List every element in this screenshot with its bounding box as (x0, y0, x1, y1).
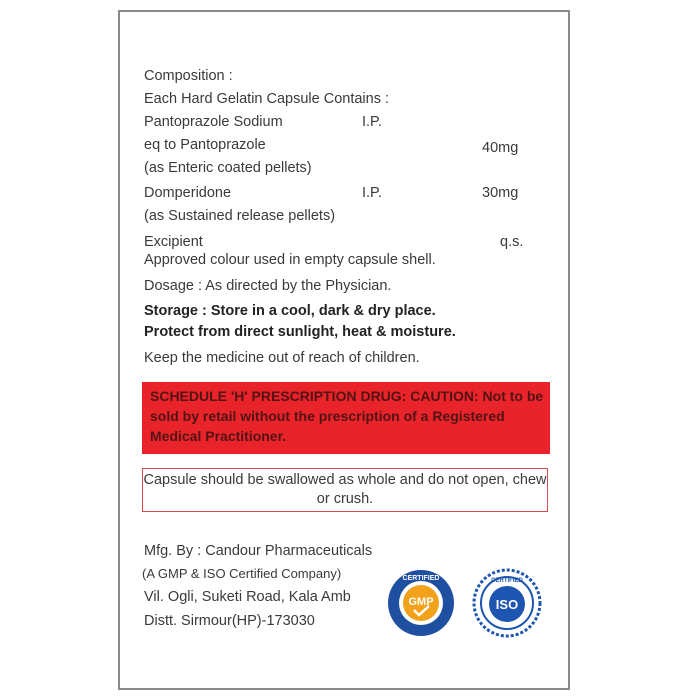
address-line: Vil. Ogli, Suketi Road, Kala Amb (144, 589, 351, 605)
eq-to-line: eq to Pantoprazole (144, 137, 266, 153)
sustained-line: (as Sustained release pellets) (144, 208, 336, 224)
gmp-ring-text: CERTIFIED (402, 575, 440, 582)
certified-company-line: (A GMP & ISO Certified Company) (142, 566, 342, 581)
schedule-h-text: SCHEDULE 'H' PRESCRIPTION DRUG: CAUTION: Not to be sold by retail without the prescription of a Registered Medical Practitioner. (150, 388, 544, 444)
gmp-certified-seal-icon (386, 568, 456, 638)
domperidone-name: Domperidone (144, 185, 232, 201)
excipient-line: Excipient (144, 234, 203, 250)
each-capsule-line: Each Hard Gelatin Capsule Contains : (144, 91, 390, 107)
excipient-qty: q.s. (500, 234, 524, 250)
enteric-line: (as Enteric coated pellets) (144, 160, 312, 176)
district-line: Distt. Sirmour(HP)-173030 (144, 613, 315, 629)
pantoprazole-standard: I.P. (362, 114, 382, 130)
storage-line-1: Storage : Store in a cool, dark & dry place. (144, 303, 436, 319)
composition-heading: Composition : (144, 68, 233, 84)
iso-ring-text: CERTIFIED (491, 578, 523, 584)
swallow-note (142, 468, 548, 512)
gmp-label: GMP (408, 596, 434, 608)
domperidone-standard: I.P. (362, 185, 382, 201)
colour-line: Approved colour used in empty capsule shell. (144, 252, 436, 268)
iso-certified-seal-icon (472, 568, 542, 638)
keep-away-line: Keep the medicine out of reach of children. (144, 350, 420, 366)
schedule-h-warning (142, 382, 550, 454)
iso-label: ISO (495, 597, 519, 612)
pantoprazole-name: Pantoprazole Sodium (144, 114, 283, 130)
domperidone-dose: 30mg (482, 185, 519, 201)
swallow-note-text: Capsule should be swallowed as whole and do not open, chew or crush. (143, 472, 547, 507)
label-panel (118, 10, 570, 690)
manufacturer-line: Mfg. By : Candour Pharmaceuticals (144, 543, 373, 559)
storage-line-2: Protect from direct sunlight, heat & moisture. (144, 324, 456, 340)
dosage-line: Dosage : As directed by the Physician. (144, 278, 392, 294)
eq-dose: 40mg (482, 140, 519, 156)
